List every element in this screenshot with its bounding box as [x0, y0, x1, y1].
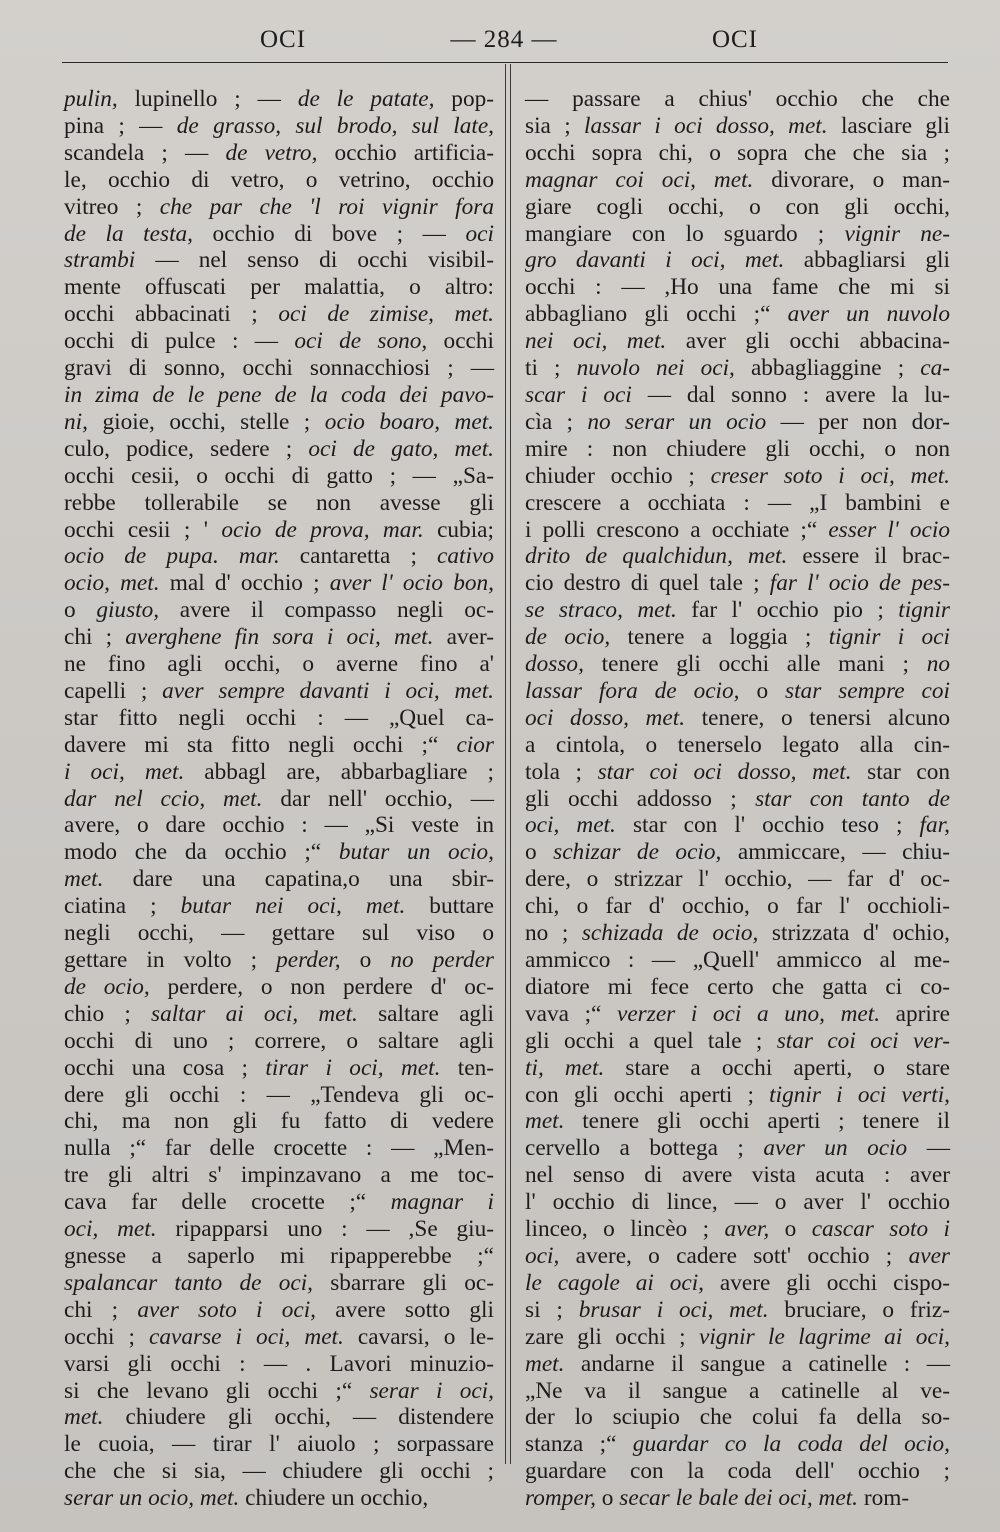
text-line: crescere a occhiata : — „I bambini e: [525, 489, 950, 516]
text-line: modo che da occhio ;“ butar un ocio,: [64, 839, 494, 866]
text-line: stanza ;“ guardar co la coda del ocio,: [525, 1431, 951, 1458]
text-line: magnar coi oci, met. divorare, o man-: [525, 166, 950, 193]
text-line: spalancar tanto de oci, sbarrare gli oc-: [64, 1269, 494, 1296]
text-line: le cuoia, — tirar l' aiuolo ; sorpassare: [64, 1431, 494, 1458]
left-column: [64, 86, 494, 1512]
text-line: chi, ma non gli fu fatto di vedere: [64, 1108, 494, 1135]
text-line: ciatina ; butar nei oci, met. buttare: [64, 893, 494, 920]
text-line: o schizar de ocio, ammiccare, — chiu-: [525, 839, 950, 866]
text-line: i polli crescono a occhiate ;“ esser l' ocio: [525, 516, 950, 543]
text-line: scandela ; — de vetro, occhio artificia-: [64, 139, 494, 166]
text-line: ocio de pupa. mar. cantaretta ; cativo: [64, 543, 494, 570]
column-divider: [505, 64, 511, 1464]
text-line: vava ;“ verzer i oci a uno, met. aprire: [525, 1000, 950, 1027]
text-line: de ocio, tenere a loggia ; tignir i oci: [525, 624, 951, 651]
text-line: chi ; averghene fin sora i oci, met. aver-: [64, 624, 495, 651]
text-line: ti, met. stare a occhi aperti, o stare: [525, 1054, 950, 1081]
text-line: oci, met. star con l' occhio teso ; far,: [525, 812, 950, 839]
text-line: occhi cesii ; ' ocio de prova, mar. cubia;: [64, 516, 494, 543]
text-line: cio destro di quel tale ; far l' ocio de pes-: [525, 570, 951, 597]
text-line: tre gli altri s' impinzavano a me toc-: [64, 1162, 494, 1189]
header-right-headword: OCI: [711, 26, 758, 53]
text-line: sia ; lassar i oci dosso, met. lasciare gli: [525, 112, 950, 139]
header-rule: [62, 62, 948, 63]
text-line: gravi di sonno, occhi sonnacchiosi ; —: [64, 355, 494, 382]
text-line: in zima de le pene de la coda dei pavo-: [64, 381, 494, 408]
text-line: a cintola, o tenerselo legato alla cin-: [525, 731, 950, 758]
text-line: nel senso di avere vista acuta : aver: [525, 1162, 950, 1189]
text-line: vitreo ; che par che 'l roi vignir fora: [64, 193, 494, 220]
text-line: diatore mi fece certo che gatta ci co-: [525, 973, 950, 1000]
text-line: de ocio, perdere, o non perdere d' oc-: [64, 973, 495, 1000]
text-line: occhi una cosa ; tirar i oci, met. ten-: [64, 1054, 494, 1081]
text-line: gnesse a saperlo mi ripapperebbe ;“: [64, 1242, 494, 1269]
text-line: nulla ;“ far delle crocette : — „Men-: [64, 1135, 494, 1162]
text-line: oci, met. ripapparsi uno : — ,Se giu-: [64, 1216, 495, 1243]
text-line: giare cogli occhi, o con gli occhi,: [525, 193, 950, 220]
text-line: no ; schizada de ocio, strizzata d' ochio,: [525, 920, 950, 947]
text-line: cìa ; no serar un ocio — per non dor-: [525, 408, 950, 435]
text-line: occhi cesii, o occhi di gatto ; — „Sa-: [64, 462, 494, 489]
text-line: mente offuscati per malattia, o altro:: [64, 274, 494, 301]
text-line: varsi gli occhi : — . Lavori minuzio-: [64, 1350, 494, 1377]
text-line: chi ; aver soto i oci, avere sotto gli: [64, 1296, 494, 1323]
text-line: che che si sia, — chiudere gli occhi ;: [64, 1458, 494, 1485]
text-line: de la testa, occhio di bove ; — oci: [64, 220, 494, 247]
text-line: lassar fora de ocio, o star sempre coi: [525, 677, 951, 704]
text-line: cervello a bottega ; aver un ocio —: [525, 1135, 951, 1162]
text-line: serar un ocio, met. chiudere un occhio,: [64, 1485, 429, 1512]
text-line: occhi di pulce : — oci de sono, occhi: [64, 328, 494, 355]
text-line: star fitto negli occhi : — „Quel ca-: [64, 704, 494, 731]
text-line: gro davanti i oci, met. abbagliarsi gli: [525, 247, 950, 274]
text-line: mangiare con lo sguardo ; vignir ne-: [525, 220, 950, 247]
text-line: oci, avere, o cadere sott' occhio ; aver: [525, 1242, 950, 1269]
text-line: ti ; nuvolo nei oci, abbagliaggine ; ca-: [525, 355, 950, 382]
text-line: dar nel ccio, met. dar nell' occhio, —: [64, 785, 494, 812]
text-line: pina ; — de grasso, sul brodo, sul late,: [64, 112, 494, 139]
text-line: rebbe tollerabile se non avesse gli: [64, 489, 494, 516]
text-line: chi, o far d' occhio, o far l' occhioli-: [525, 893, 950, 920]
text-line: cava far delle crocette ;“ magnar i: [64, 1189, 495, 1216]
text-line: l' occhio di lince, — o aver l' occhio: [525, 1189, 950, 1216]
text-line: o giusto, avere il compasso negli oc-: [64, 597, 494, 624]
text-line: culo, podice, sedere ; oci de gato, met.: [64, 435, 494, 462]
text-line: occhi sopra chi, o sopra che che sia ;: [525, 139, 950, 166]
text-line: si che levano gli occhi ;“ serar i oci,: [64, 1377, 494, 1404]
text-line: tola ; star coi oci dosso, met. star con: [525, 758, 950, 785]
text-line: gli occhi a quel tale ; star coi oci ver-: [525, 1027, 950, 1054]
text-line: drito de qualchidun, met. essere il brac-: [525, 543, 950, 570]
text-line: ne fino agli occhi, o averne fino a': [64, 651, 494, 678]
text-line: se straco, met. far l' occhio pio ; tignir: [525, 597, 950, 624]
text-line: romper, o secar le bale dei oci, met. rom-: [525, 1485, 910, 1512]
text-line: met. andarne il sangue a catinelle : —: [525, 1350, 950, 1377]
text-line: zare gli occhi ; vignir le lagrime ai oci,: [525, 1323, 951, 1350]
text-line: der lo sciupio che colui fa della so-: [525, 1404, 950, 1431]
text-line: ni, gioie, occhi, stelle ; ocio boaro, met.: [64, 408, 494, 435]
text-line: met. chiudere gli occhi, — distendere: [64, 1404, 494, 1431]
text-line: strambi — nel senso di occhi visibil-: [64, 247, 494, 274]
text-line: occhi : — ,Ho una fame che mi si: [525, 274, 950, 301]
text-line: con gli occhi aperti ; tignir i oci verti,: [525, 1081, 950, 1108]
text-line: guardare con la coda dell' occhio ;: [525, 1458, 950, 1485]
text-line: ammicco : — „Quell' ammicco al me-: [525, 947, 950, 973]
text-line: chio ; saltar ai oci, met. saltare agli: [64, 1000, 495, 1027]
text-line: dere gli occhi : — „Tendeva gli oc-: [64, 1081, 494, 1108]
text-line: chiuder occhio ; creser soto i oci, met.: [525, 462, 950, 489]
text-line: „Ne va il sangue a catinelle al ve-: [525, 1377, 950, 1404]
text-line: scar i oci — dal sonno : avere la lu-: [525, 381, 950, 408]
text-line: mire : non chiudere gli occhi, o non: [525, 435, 950, 462]
text-line: pulin, lupinello ; — de le patate, pop-: [64, 86, 494, 112]
running-header: [60, 26, 948, 62]
text-line: davere mi sta fitto negli occhi ;“ cior: [64, 731, 494, 758]
text-line: occhi di uno ; correre, o saltare agli: [64, 1027, 494, 1054]
text-line: oci dosso, met. tenere, o tenersi alcuno: [525, 704, 950, 731]
text-line: — passare a chius' occhio che che: [525, 86, 950, 112]
text-line: occhi ; cavarse i oci, met. cavarsi, o le-: [64, 1323, 494, 1350]
text-line: dosso, tenere gli occhi alle mani ; no: [525, 651, 950, 678]
text-line: ocio, met. mal d' occhio ; aver l' ocio bon,: [64, 570, 494, 597]
text-line: gettare in volto ; perder, o no perder: [64, 947, 494, 973]
text-line: linceo, o lincèo ; aver, o cascar soto i: [525, 1216, 951, 1243]
text-line: gli occhi addosso ; star con tanto de: [525, 785, 950, 812]
text-line: occhi abbacinati ; oci de zimise, met.: [64, 301, 495, 328]
text-line: avere, o dare occhio : — „Si veste in: [64, 812, 494, 839]
text-line: i oci, met. abbagl are, abbarbagliare ;: [64, 758, 494, 785]
text-line: si ; brusar i oci, met. bruciare, o friz-: [525, 1296, 950, 1323]
text-line: le cagole ai oci, avere gli occhi cispo-: [525, 1269, 951, 1296]
text-line: capelli ; aver sempre davanti i oci, met.: [64, 677, 494, 704]
right-column: [525, 86, 950, 1512]
text-line: abbagliano gli occhi ;“ aver un nuvolo: [525, 301, 950, 328]
text-line: negli occhi, — gettare sul viso o: [64, 920, 494, 947]
text-line: met. tenere gli occhi aperti ; tenere il: [525, 1108, 950, 1135]
text-line: dere, o strizzar l' occhio, — far d' oc-: [525, 866, 950, 893]
text-line: nei oci, met. aver gli occhi abbacina-: [525, 328, 950, 355]
text-line: le, occhio di vetro, o vetrino, occhio: [64, 166, 494, 193]
header-left-headword: OCI: [260, 26, 307, 53]
page-number: — 284 —: [450, 26, 558, 53]
text-line: met. dare una capatina,o una sbir-: [64, 866, 494, 893]
